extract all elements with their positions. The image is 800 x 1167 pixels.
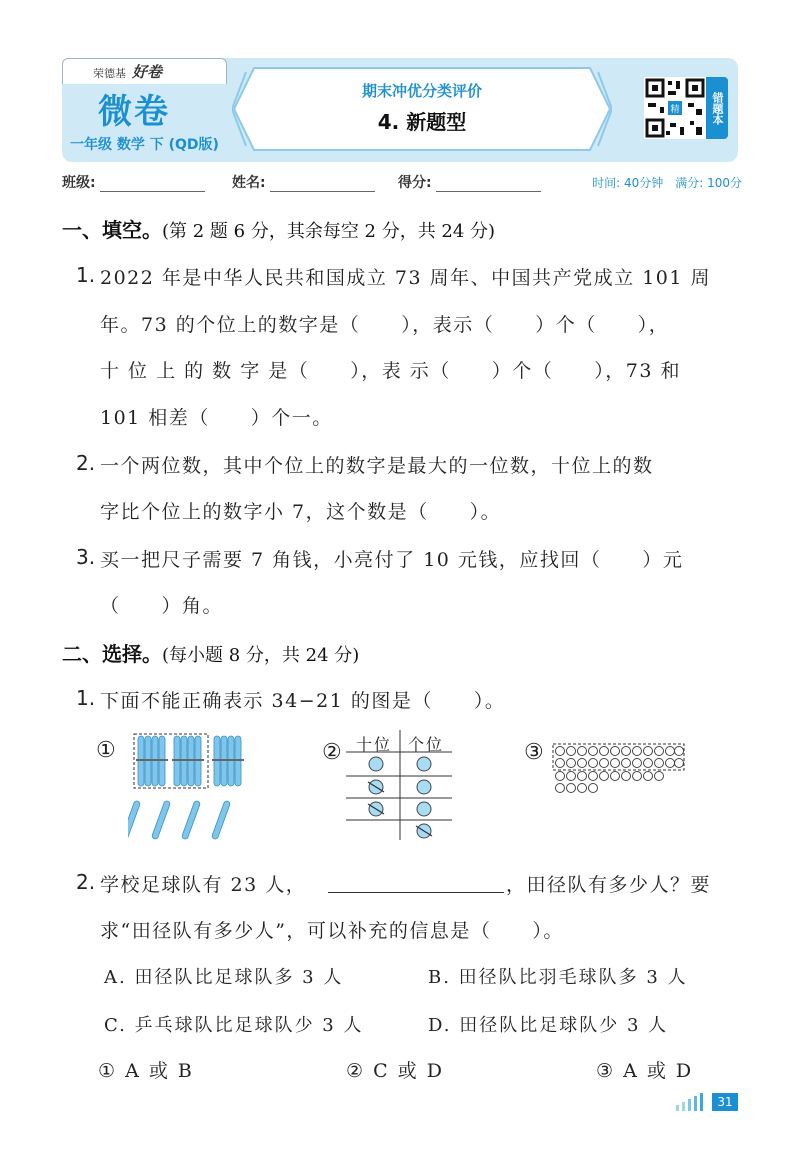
section1-title: 一、填空。 bbox=[62, 218, 162, 242]
q2-line2: 字比个位上的数字小 7，这个数是（ ）。 bbox=[100, 501, 502, 523]
fig2-head-ones: 个位 bbox=[408, 735, 445, 754]
name-label: 姓名: bbox=[232, 175, 266, 191]
brand-small: 荣德基 bbox=[93, 67, 126, 80]
fig2-head-tens: 十位 bbox=[356, 735, 393, 754]
grade-label: 一年级 数学 下 (QD版) bbox=[70, 137, 219, 153]
qr-code-icon[interactable] bbox=[644, 77, 706, 139]
s2q1-line1: 下面不能正确表示 34−21 的图是（ ）。 bbox=[100, 690, 506, 712]
s2q2-line1b: ，田径队有多少人？要 bbox=[506, 874, 712, 896]
fig1-label: ① bbox=[96, 738, 116, 763]
name-field bbox=[232, 172, 375, 192]
section1-heading bbox=[62, 214, 495, 243]
qr-center-label: 精 bbox=[670, 105, 680, 115]
fig2-label: ② bbox=[322, 740, 342, 765]
class-field bbox=[62, 172, 205, 192]
q3-line2: （ ）角。 bbox=[100, 595, 224, 617]
option-b[interactable]: B. 田径队比羽毛球队多 3 人 bbox=[428, 967, 688, 988]
s2q2-blank[interactable] bbox=[328, 872, 504, 893]
series-title: 微卷 bbox=[98, 92, 170, 132]
subtitle: 期末冲优分类评价 bbox=[361, 82, 482, 100]
q2-line1: 一个两位数，其中个位上的数字是最大的一位数，十位上的数 bbox=[100, 455, 654, 477]
section1-note: (第 2 题 6 分，其余每空 2 分，共 24 分) bbox=[162, 221, 496, 242]
s2q2-number: 2. bbox=[76, 870, 96, 894]
answer-choice-2[interactable]: ② C 或 D bbox=[346, 1060, 444, 1082]
option-d[interactable]: D. 田径队比足球队少 3 人 bbox=[428, 1015, 669, 1036]
qr-tag: 错题本 bbox=[706, 77, 728, 139]
time-info: 时间: 40分钟 满分: 100分 bbox=[592, 176, 742, 190]
q1-line4: 101 相差（ ）个一。 bbox=[100, 407, 333, 429]
score-blank[interactable] bbox=[436, 177, 541, 192]
fig3-circles bbox=[552, 742, 686, 798]
fig1-bundles-sticks bbox=[128, 730, 248, 842]
s2q2-line2: 求“田径队有多少人”，可以补充的信息是（ ）。 bbox=[100, 920, 564, 942]
q2-number: 2. bbox=[76, 451, 96, 475]
brand-hao: 好卷 bbox=[132, 63, 163, 81]
q3-number: 3. bbox=[76, 545, 96, 569]
option-c[interactable]: C. 乒乓球队比足球队少 3 人 bbox=[104, 1015, 364, 1036]
s2q2-line1a: 学校足球队有 23 人， bbox=[100, 874, 307, 896]
brand-tab bbox=[62, 58, 227, 84]
option-a[interactable]: A. 田径队比足球队多 3 人 bbox=[104, 967, 344, 988]
s2q1-number: 1. bbox=[76, 686, 96, 710]
score-label: 得分: bbox=[398, 175, 432, 191]
q1-line2: 年。73 的个位上的数字是（ ），表示（ ）个（ ）， bbox=[100, 314, 670, 336]
section2-title: 二、选择。 bbox=[62, 642, 162, 666]
class-blank[interactable] bbox=[100, 177, 205, 192]
class-label: 班级: bbox=[62, 175, 96, 191]
page-number: 31 bbox=[712, 1093, 738, 1111]
fig2-place-value-table bbox=[346, 730, 452, 842]
section2-note: (每小题 8 分，共 24 分) bbox=[162, 645, 360, 666]
score-field bbox=[398, 172, 541, 192]
name-blank[interactable] bbox=[270, 177, 375, 192]
q1-line3: 十 位 上 的 数 字 是（ ），表 示（ ）个（ ），73 和 bbox=[100, 360, 681, 382]
q3-line1: 买一把尺子需要 7 角钱，小亮付了 10 元钱，应找回（ ）元 bbox=[100, 549, 684, 571]
answer-choice-1[interactable]: ① A 或 B bbox=[98, 1060, 194, 1082]
fig3-label: ③ bbox=[524, 740, 544, 765]
page-title: 4. 新题型 bbox=[377, 110, 467, 134]
q1-line1: 2022 年是中华人民共和国成立 73 周年、中国共产党成立 101 周 bbox=[100, 267, 711, 289]
q1-number: 1. bbox=[76, 263, 96, 287]
section2-heading bbox=[62, 638, 359, 667]
answer-choice-3[interactable]: ③ A 或 D bbox=[596, 1060, 694, 1082]
